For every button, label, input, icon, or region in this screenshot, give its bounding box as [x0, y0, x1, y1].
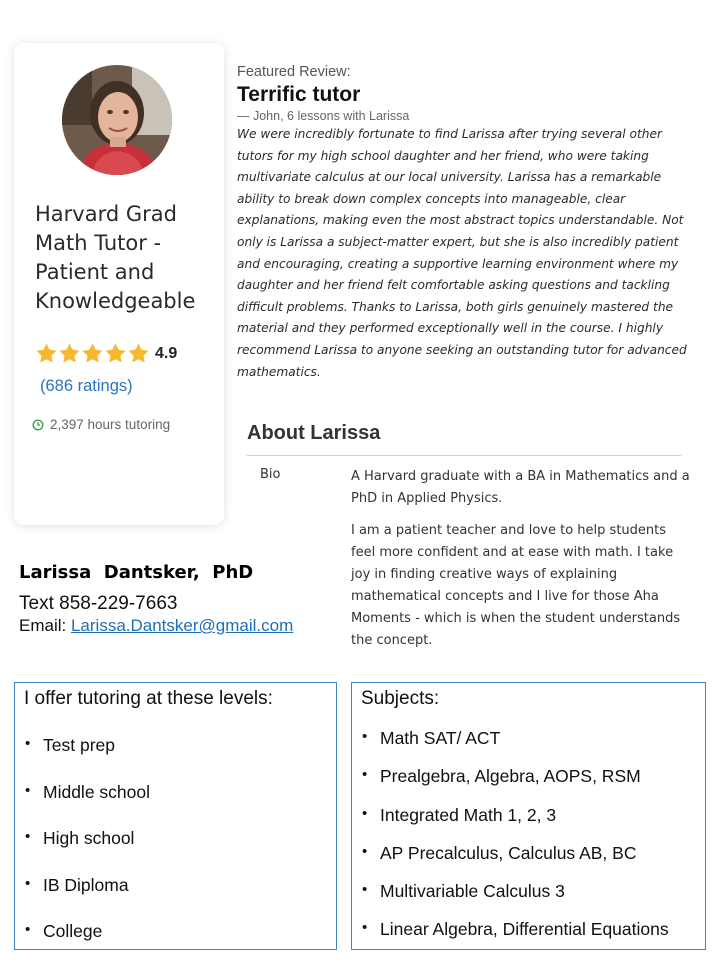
list-item: • AP Precalculus, Calculus AB, BC [362, 843, 669, 881]
review-title: Terrific tutor [237, 83, 361, 106]
contact-email-line [19, 616, 293, 636]
profile-card [14, 43, 224, 525]
star-icon [104, 342, 127, 365]
list-item: • Middle school [25, 782, 150, 829]
bio-text [351, 466, 691, 662]
list-item: • Integrated Math 1, 2, 3 [362, 805, 669, 843]
review-text: We were incredibly fortunate to find Larissa after trying several other tutors for my high school daughter and her friend, who were taking multivariate calculus at our local university. Larissa has a remarkable ability to break down complex concepts into manageable, clear explanations, making even the most abstract topics understandable. Not only is Larissa a subject-matter expert, but she is also incredibly patient and encouraging, creating a supportive learning environment where my daughter and her friend felt comfortable asking questions and tackling difficult problems. Thanks to Larissa, both girls genuinely mastered the material and they performed exceptionally well in the course. I highly recommend Larissa to anyone seeking an outstanding tutor for advanced mathematics. [237, 127, 687, 379]
list-item: • Linear Algebra, Differential Equations [362, 919, 669, 957]
list-item: • Multivariable Calculus 3 [362, 881, 669, 919]
levels-heading: I offer tutoring at these levels: [24, 688, 273, 709]
list-item: • Prealgebra, Algebra, AOPS, RSM [362, 766, 669, 804]
about-title: About Larissa [247, 422, 381, 444]
bio-label: Bio [260, 467, 281, 482]
contact-name: Larissa Dantsker, PhD [19, 562, 254, 583]
star-icon [81, 342, 104, 365]
rating-stars [35, 342, 177, 365]
featured-review-label: Featured Review: [237, 64, 351, 80]
rating-value: 4.9 [155, 344, 178, 362]
contact-phone: Text 858-229-7663 [19, 593, 178, 614]
featured-review [237, 64, 687, 383]
levels-list [25, 735, 150, 968]
clock-icon [32, 419, 44, 431]
email-label: Email: [19, 616, 71, 635]
ratings-count-link[interactable]: (686 ratings) [40, 377, 133, 395]
bio-paragraph: I am a patient teacher and love to help students feel more confident and at ease with math. I take joy in finding creative ways of explaining mathematical concepts and I live for those Aha Moments - which is when the student understands the concept. [351, 523, 681, 648]
list-item: • High school [25, 828, 150, 875]
list-item: • College [25, 921, 150, 968]
subjects-list [362, 728, 669, 958]
subjects-box [351, 682, 706, 950]
list-item: • Test prep [25, 735, 150, 782]
list-item: • IB Diploma [25, 875, 150, 922]
contact-info [19, 562, 293, 636]
subjects-heading: Subjects: [361, 688, 440, 709]
review-author: — John, 6 lessons with Larissa [237, 109, 410, 123]
star-icon [127, 342, 150, 365]
star-icon [35, 342, 58, 365]
hours-text: 2,397 hours tutoring [50, 417, 171, 432]
tutor-avatar [62, 65, 172, 175]
hours-tutoring [32, 417, 170, 432]
list-item: • Math SAT/ ACT [362, 728, 669, 766]
email-link[interactable]: Larissa.Dantsker@gmail.com [70, 616, 294, 635]
about-divider [247, 455, 681, 456]
bio-paragraph: A Harvard graduate with a BA in Mathematics and a PhD in Applied Physics. [351, 469, 690, 506]
star-icon [58, 342, 81, 365]
profile-title: Harvard Grad Math Tutor - Patient and Knowledgeable [35, 202, 196, 313]
levels-box [14, 682, 337, 950]
